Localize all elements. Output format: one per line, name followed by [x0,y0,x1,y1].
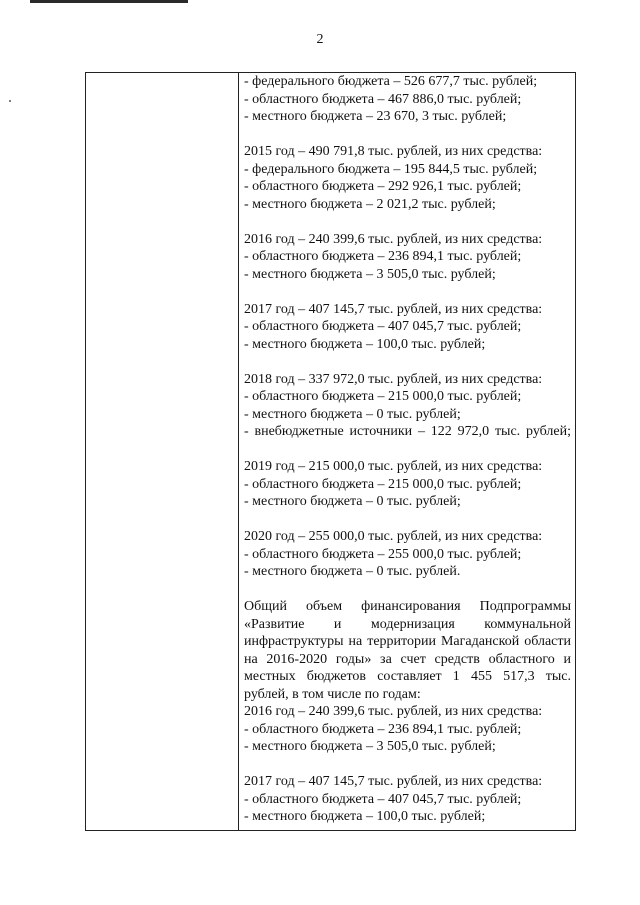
year-2018-group [244,371,571,441]
year-heading: 2017 год – 407 145,7 тыс. рублей, из них средства: [244,301,543,317]
subprogram-paragraph: Общий объем финансирования Подпрограммы «Развитие и модернизация коммунальной инфраструктуры на территории Магаданской области на 2016-2020 годы» за счет средств областного и местных бюджетов составляет 1 455 517,3 тыс. рублей, в том числе по годам: [244,599,571,702]
local-budget-line: - местного бюджета – 100,0 тыс. рублей; [244,809,486,824]
table-left-column [86,73,239,830]
regional-budget-line: - областного бюджета – 292 926,1 тыс. рублей; [244,179,522,194]
year-2019-group [244,458,571,511]
page-number: 2 [316,32,324,47]
table-right-column [239,73,575,830]
regional-budget-line: - областного бюджета – 236 894,1 тыс. рублей; [244,249,522,264]
local-budget-line: - местного бюджета – 23 670, 3 тыс. рублей; [244,109,507,124]
year-2020-group [244,528,571,581]
local-budget-line: - местного бюджета – 2 021,2 тыс. рублей; [244,196,496,212]
regional-budget-line: - областного бюджета – 215 000,0 тыс. рублей; [244,389,522,404]
subprogram-group [244,598,571,756]
regional-budget-line: - областного бюджета – 215 000,0 тыс. рублей; [244,476,522,492]
year-2016-group [244,231,571,284]
financing-table [85,72,576,831]
federal-budget-line: - федерального бюджета – 195 844,5 тыс. рублей; [244,161,538,177]
extrabudgetary-sources-line: - внебюджетные источники – 122 972,0 тыс. рублей; [244,424,571,439]
regional-budget-line: - областного бюджета – 255 000,0 тыс. рублей; [244,546,522,562]
local-budget-line: - местного бюджета – 0 тыс. рублей; [244,494,461,509]
scan-edge-mark [30,0,188,3]
year-heading: 2016 год – 240 399,6 тыс. рублей, из них средства: [244,704,543,719]
year-heading: 2015 год – 490 791,8 тыс. рублей, из них средства: [244,144,543,159]
year-heading: 2018 год – 337 972,0 тыс. рублей, из них средства: [244,371,543,387]
federal-budget-line: - федерального бюджета – 526 677,7 тыс. рублей; [244,74,538,89]
year-heading: 2016 год – 240 399,6 тыс. рублей, из них средства: [244,231,543,247]
scan-speck [9,100,11,102]
local-budget-line: - местного бюджета – 3 505,0 тыс. рублей; [244,266,496,282]
local-budget-line: - местного бюджета – 3 505,0 тыс. рублей; [244,739,496,754]
year-2017-subprogram-group [244,773,571,826]
local-budget-line: - местного бюджета – 0 тыс. рублей; [244,406,461,422]
regional-budget-line: - областного бюджета – 467 886,0 тыс. рублей; [244,91,522,107]
year-2017-group [244,301,571,354]
year-heading: 2019 год – 215 000,0 тыс. рублей, из них средства: [244,459,543,474]
year-heading: 2020 год – 255 000,0 тыс. рублей, из них средства: [244,529,543,544]
budget-totals-group [244,73,571,126]
local-budget-line: - местного бюджета – 0 тыс. рублей. [244,564,461,579]
year-2015-group [244,143,571,213]
regional-budget-line: - областного бюджета – 236 894,1 тыс. рублей; [244,721,522,737]
regional-budget-line: - областного бюджета – 407 045,7 тыс. рублей; [244,791,522,807]
local-budget-line: - местного бюджета – 100,0 тыс. рублей; [244,336,486,352]
year-heading: 2017 год – 407 145,7 тыс. рублей, из них средства: [244,774,543,789]
regional-budget-line: - областного бюджета – 407 045,7 тыс. рублей; [244,319,522,334]
